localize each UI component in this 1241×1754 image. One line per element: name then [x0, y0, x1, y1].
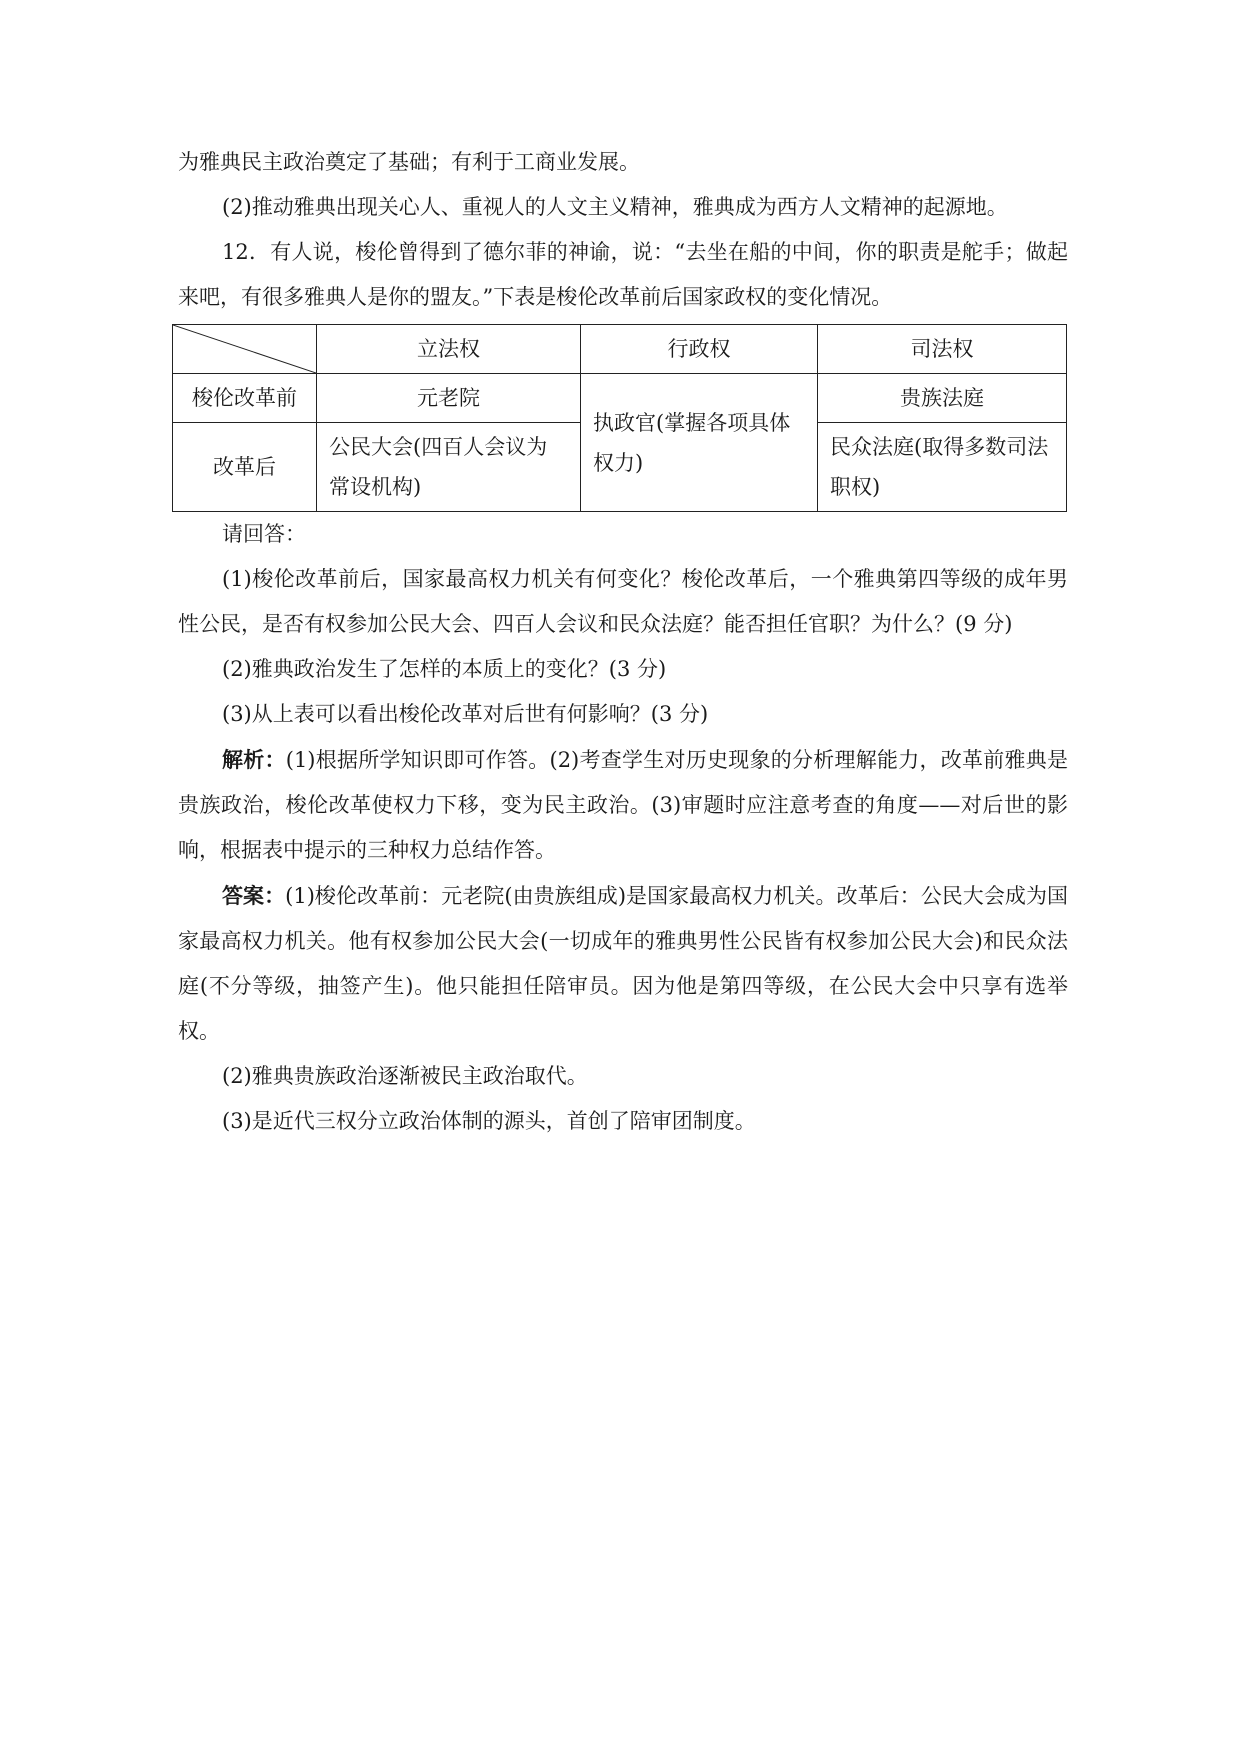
cell-before-judicial: 贵族法庭 — [818, 374, 1067, 423]
table-diagonal-corner — [173, 325, 317, 374]
header-legislative: 立法权 — [317, 325, 581, 374]
question-2: (2)雅典政治发生了怎样的本质上的变化？(3 分) — [222, 657, 667, 681]
header-executive: 行政权 — [581, 325, 818, 374]
analysis-paragraph — [178, 737, 1068, 873]
answer-paragraph-2: (2)雅典贵族政治逐渐被民主政治取代。 — [222, 1064, 588, 1088]
row-label-after: 改革后 — [173, 423, 317, 512]
question-1: (1)梭伦改革前后，国家最高权力机关有何变化？梭伦改革后，一个雅典第四等级的成年男性公民，是否有权参加公民大会、四百人会议和民众法庭？能否担任官职？为什么？(9 分) — [178, 567, 1068, 636]
cell-after-legislative: 公民大会(四百人会议为常设机构) — [317, 423, 581, 512]
header-judicial: 司法权 — [818, 325, 1067, 374]
reform-table — [172, 324, 1067, 512]
row-label-before: 梭伦改革前 — [173, 374, 317, 423]
answer-paragraph-1 — [178, 873, 1068, 1054]
cell-executive-merged: 执政官(掌握各项具体权力) — [581, 374, 818, 512]
document-page — [178, 140, 1068, 1144]
answer-1-text: (1)梭伦改革前：元老院(由贵族组成)是国家最高权力机关。改革后：公民大会成为国家最高权力机关。他有权参加公民大会(一切成年的雅典男性公民皆有权参加公民大会)和民众法庭(不分等级，抽签产生)。他只能担任陪审员。因为他是第四等级，在公民大会中只享有选举权。 — [178, 884, 1068, 1043]
analysis-text: (1)根据所学知识即可作答。(2)考查学生对历史现象的分析理解能力，改革前雅典是贵族政治，梭伦改革使权力下移，变为民主政治。(3)审题时应注意考查的角度——对后世的影响，根据表中提示的三种权力总结作答。 — [178, 748, 1068, 862]
paragraph-continuation: 为雅典民主政治奠定了基础；有利于工商业发展。 — [178, 150, 640, 174]
cell-before-legislative: 元老院 — [317, 374, 581, 423]
question-12-intro: 12．有人说，梭伦曾得到了德尔菲的神谕，说：“去坐在船的中间，你的职责是舵手；做起来吧，有很多雅典人是你的盟友。”下表是梭伦改革前后国家政权的变化情况。 — [178, 240, 1068, 309]
analysis-label: 解析： — [222, 747, 286, 772]
answer-label: 答案： — [222, 883, 286, 908]
cell-after-judicial: 民众法庭(取得多数司法职权) — [818, 423, 1067, 512]
paragraph-point-2: (2)推动雅典出现关心人、重视人的人文主义精神，雅典成为西方人文精神的起源地。 — [222, 195, 1008, 219]
answer-paragraph-3: (3)是近代三权分立政治体制的源头，首创了陪审团制度。 — [222, 1109, 756, 1133]
question-3: (3)从上表可以看出梭伦改革对后世有何影响？(3 分) — [222, 702, 709, 726]
questions-prompt: 请回答： — [222, 522, 306, 546]
